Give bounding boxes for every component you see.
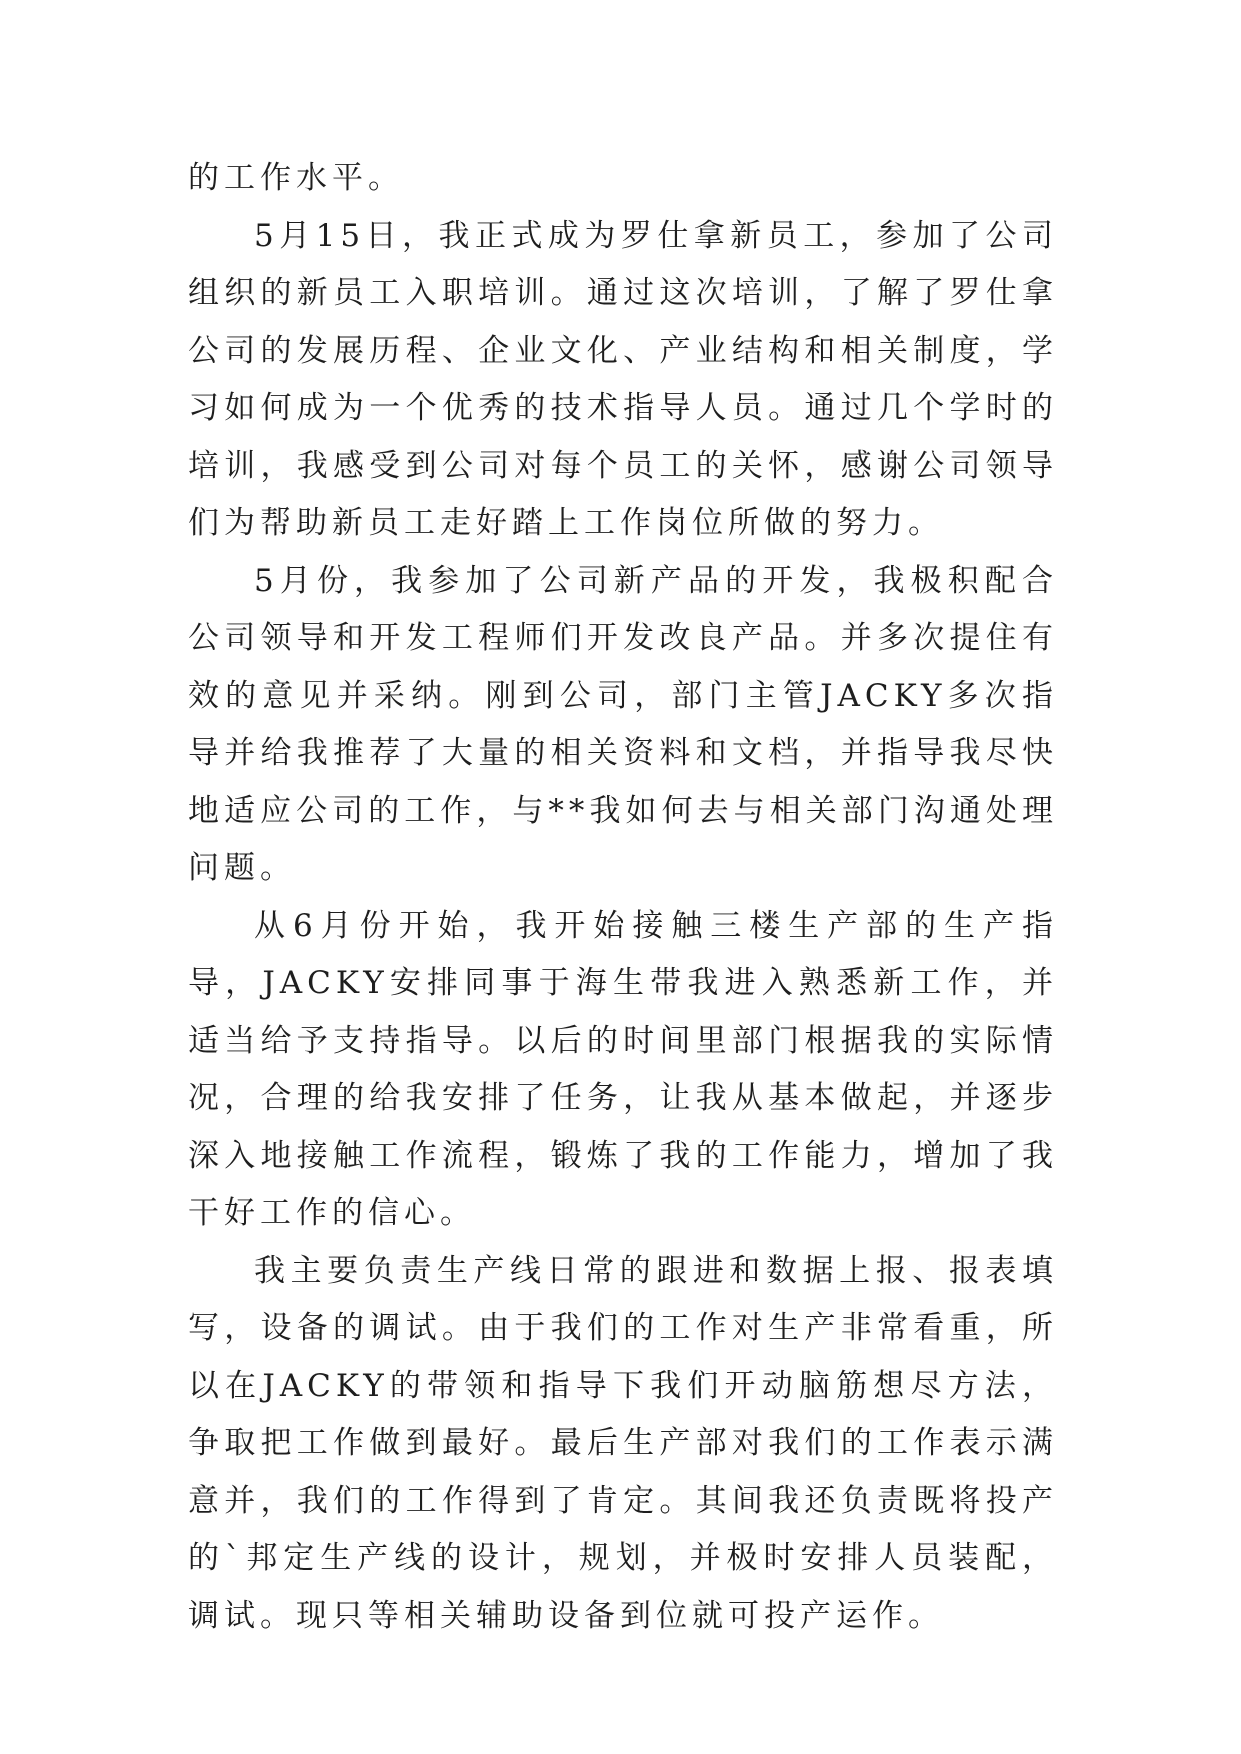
paragraph-responsibilities: 我主要负责生产线日常的跟进和数据上报、报表填写，设备的调试。由于我们的工作对生产非常看重，所以在JACKY的带领和指导下我们开动脑筋想尽方法，争取把工作做到最好。最后生产部对我们的工作表示满意并，我们的工作得到了肯定。其间我还负责既将投产的`邦定生产线的设计，规划，并极时安排人员装配，调试。现只等相关辅助设备到位就可投产运作。 <box>188 1252 1058 1634</box>
paragraph-induction-training: 5月15日，我正式成为罗仕拿新员工，参加了公司组织的新员工入职培训。通过这次培训，了解了罗仕拿公司的发展历程、企业文化、产业结构和相关制度，学习如何成为一个优秀的技术指导人员。通过几个学时的培训，我感受到公司对每个员工的关怀，感谢公司领导们为帮助新员工走好踏上工作岗位所做的努力。 <box>188 217 1058 541</box>
paragraph-product-development: 5月份，我参加了公司新产品的开发，我极积配合公司领导和开发工程师们开发改良产品。并多次提住有效的意见并采纳。刚到公司，部门主管JACKY多次指导并给我推荐了大量的相关资料和文档，并指导我尽快地适应公司的工作，与**我如何去与相关部门沟通处理问题。 <box>188 562 1058 886</box>
paragraph-production-guidance: 从6月份开始，我开始接触三楼生产部的生产指导，JACKY安排同事于海生带我进入熟悉新工作，并适当给予支持指导。以后的时间里部门根据我的实际情况，合理的给我安排了任务，让我从基本做起，并逐步深入地接触工作流程，锻炼了我的工作能力，增加了我干好工作的信心。 <box>188 907 1058 1231</box>
paragraph-continuation: 的工作水平。 <box>188 160 404 196</box>
document-body <box>188 150 1058 1645</box>
